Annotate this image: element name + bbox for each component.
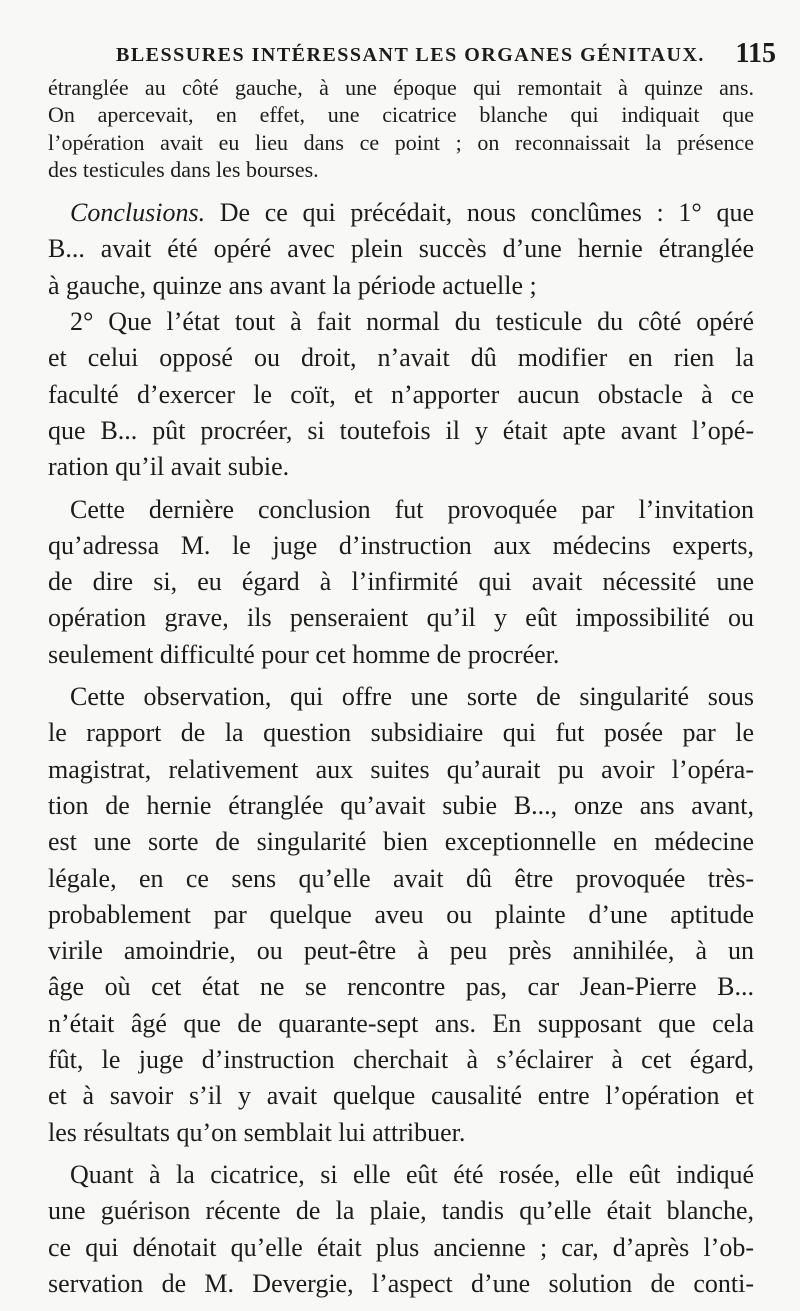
running-title: BLESSURES INTÉRESSANT LES ORGANES GÉNITAUX. [116, 44, 705, 66]
conclusions-paragraph [48, 195, 754, 304]
text-line: de dire si, eu égard à l’infirmité qui avait nécessité une [48, 567, 754, 597]
text-line: une guérison récente de la plaie, tandis qu’elle était blanche, [48, 1196, 754, 1226]
text-line: que B... pût procréer, si toutefois il y était apte avant l’opé- [48, 415, 754, 445]
text-line: servation de M. Devergie, l’aspect d’une solution de conti- [48, 1268, 754, 1298]
text-line: virile amoindrie, ou peut-être à peu près annihilée, à un [48, 936, 754, 966]
text-line: et à savoir s’il y avait quelque causalité entre l’opération et [48, 1081, 754, 1111]
text-line: l’opération avait eu lieu dans ce point ; on reconnaissait la présence [48, 129, 754, 155]
text-line: seulement difficulté pour cet homme de procréer. [48, 639, 560, 669]
text-line: opération grave, ils penseraient qu’il y eût impossibilité ou [48, 603, 754, 633]
text-line: magistrat, relativement aux suites qu’aurait pu avoir l’opéra- [48, 754, 754, 784]
text-line: âge où cet état ne se rencontre pas, car Jean-Pierre B... [48, 972, 754, 1002]
page-number: 115 [735, 38, 776, 69]
text-line: à gauche, quinze ans avant la période actuelle ; [48, 270, 537, 300]
text-line: probablement par quelque aveu ou plainte d’une aptitude [48, 899, 754, 929]
text-line: qu’adressa M. le juge d’instruction aux médecins experts, [48, 530, 754, 560]
text-line: légale, en ce sens qu’elle avait dû être provoquée très- [48, 863, 754, 893]
text-line: ration qu’il avait subie. [48, 452, 290, 482]
text-line: B... avait été opéré avec plein succès d’une hernie étranglée [48, 234, 754, 264]
text-line [48, 195, 754, 231]
text-line: Cette dernière conclusion fut provoquée par l’invitation [70, 494, 754, 524]
paragraph-second-conclusion [48, 304, 754, 485]
paragraph-observation [48, 679, 754, 1151]
paragraph-gap [48, 183, 754, 195]
text-line: étranglée au côté gauche, à une époque qui remontait à quinze ans. [48, 75, 754, 100]
text-line: 2° Que l’état tout à fait normal du testicule du côté opéré [70, 307, 754, 337]
text-line: On apercevait, en effet, une cicatrice blanche qui indiquait que [48, 102, 754, 128]
running-head [116, 36, 776, 74]
text-line: Cette observation, qui offre une sorte de singularité sous [70, 682, 754, 712]
text-line: ce qui dénotait qu’elle était plus ancienne ; car, d’après l’ob- [48, 1232, 754, 1262]
conclusions-label: Conclusions. [70, 198, 206, 228]
intro-paragraph [48, 74, 754, 183]
text-line: Quant à la cicatrice, si elle eût été rosée, elle eût indiqué [70, 1159, 754, 1189]
paragraph-invitation [48, 492, 754, 673]
paragraph-scar [48, 1157, 754, 1302]
text-line: fût, le juge d’instruction cherchait à s’éclairer à cet égard, [48, 1045, 754, 1075]
conclusions-text: De ce qui précédait, nous conclûmes : 1° que [205, 198, 754, 228]
text-line: est une sorte de singularité bien exceptionnelle en médecine [48, 827, 754, 857]
text-line: des testicules dans les bourses. [48, 156, 319, 182]
text-line: tion de hernie étranglée qu’avait subie B..., onze ans avant, [48, 790, 754, 820]
text-line: et celui opposé ou droit, n’avait dû modifier en rien la [48, 343, 754, 373]
page-body [48, 74, 754, 1302]
text-line: faculté d’exercer le coït, et n’apporter aucun obstacle à ce [48, 379, 754, 409]
text-line: n’était âgé que de quarante-sept ans. En supposant que cela [48, 1008, 754, 1038]
text-line: les résultats qu’on semblait lui attribuer. [48, 1117, 466, 1147]
text-line: le rapport de la question subsidiaire qui fut posée par le [48, 718, 754, 748]
